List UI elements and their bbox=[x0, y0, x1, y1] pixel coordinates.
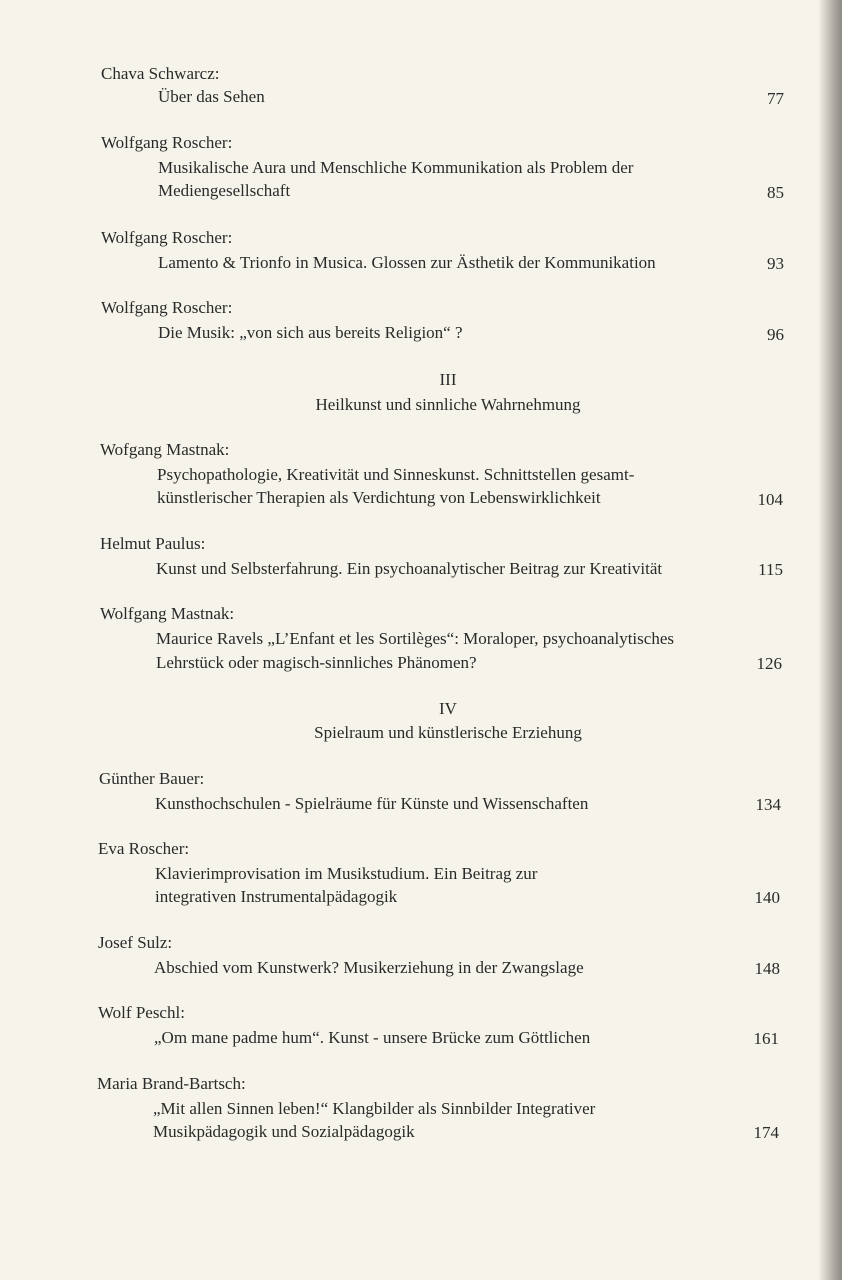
page-edge-shadow bbox=[818, 0, 842, 1280]
entry-page-number: 104 bbox=[757, 490, 783, 509]
entry-page-number: 140 bbox=[754, 888, 780, 907]
entry-title-line: Musikalische Aura und Menschliche Kommunikation als Problem der bbox=[158, 158, 634, 177]
entry-author: Maria Brand-Bartsch: bbox=[97, 1074, 246, 1093]
entry-title-line: Lamento & Trionfo in Musica. Glossen zur Ästhetik der Kommunikation bbox=[158, 253, 656, 272]
entry-page-number: 96 bbox=[767, 325, 784, 344]
entry-title-line: Abschied vom Kunstwerk? Musikerziehung in der Zwangslage bbox=[154, 958, 584, 977]
entry-title-line: Über das Sehen bbox=[158, 87, 265, 106]
entry-page-number: 161 bbox=[753, 1029, 779, 1048]
section-title: Spielraum und künstlerische Erziehung bbox=[314, 723, 582, 742]
entry-author: Eva Roscher: bbox=[98, 839, 190, 858]
entry-title-line: Maurice Ravels „L’Enfant et les Sortilèges“: Moraloper, psychoanalytisches bbox=[156, 629, 674, 648]
entry-page-number: 148 bbox=[754, 959, 780, 978]
entry-title-line: „Mit allen Sinnen leben!“ Klangbilder als Sinnbilder Integrativer bbox=[153, 1099, 596, 1118]
entry-title-line: Klavierimprovisation im Musikstudium. Ein Beitrag zur bbox=[155, 864, 538, 883]
entry-author: Wofgang Mastnak: bbox=[100, 440, 230, 459]
entry-author: Wolfgang Roscher: bbox=[101, 133, 233, 152]
entry-author: Josef Sulz: bbox=[98, 933, 173, 952]
entry-author: Günther Bauer: bbox=[99, 769, 205, 788]
entry-author: Chava Schwarcz: bbox=[101, 64, 220, 83]
entry-author: Wolfgang Roscher: bbox=[101, 298, 233, 317]
entry-page-number: 115 bbox=[758, 560, 783, 579]
entry-title-line: Kunsthochschulen - Spielräume für Künste und Wissenschaften bbox=[155, 794, 589, 813]
entry-title-line: Die Musik: „von sich aus bereits Religion“ ? bbox=[158, 323, 463, 342]
entry-page-number: 85 bbox=[767, 183, 784, 202]
entry-title-line: Mediengesellschaft bbox=[158, 181, 291, 200]
section-title: Heilkunst und sinnliche Wahrnehmung bbox=[315, 395, 581, 414]
entry-title-line: Psychopathologie, Kreativität und Sinneskunst. Schnittstellen gesamt- bbox=[157, 465, 635, 484]
entry-title-line: Musikpädagogik und Sozialpädagogik bbox=[153, 1122, 415, 1141]
entry-author: Wolfgang Mastnak: bbox=[100, 604, 235, 623]
entry-page-number: 174 bbox=[753, 1123, 779, 1142]
entry-title-line: Kunst und Selbsterfahrung. Ein psychoanalytischer Beitrag zur Kreativität bbox=[156, 559, 663, 578]
entry-title-line: „Om mane padme hum“. Kunst - unsere Brücke zum Göttlichen bbox=[154, 1028, 591, 1047]
section-numeral: III bbox=[439, 370, 457, 389]
entry-author: Helmut Paulus: bbox=[100, 534, 206, 553]
entry-title-line: Lehrstück oder magisch-sinnliches Phänomen? bbox=[156, 653, 477, 672]
entry-page-number: 93 bbox=[767, 254, 784, 273]
entry-author: Wolfgang Roscher: bbox=[101, 228, 233, 247]
entry-title-line: künstlerischer Therapien als Verdichtung von Lebenswirklichkeit bbox=[157, 488, 601, 507]
entry-page-number: 126 bbox=[756, 654, 782, 673]
entry-page-number: 77 bbox=[767, 89, 784, 108]
entry-page-number: 134 bbox=[755, 795, 781, 814]
entry-author: Wolf Peschl: bbox=[98, 1003, 185, 1022]
entry-title-line: integrativen Instrumentalpädagogik bbox=[155, 887, 398, 906]
section-numeral: IV bbox=[439, 699, 457, 718]
